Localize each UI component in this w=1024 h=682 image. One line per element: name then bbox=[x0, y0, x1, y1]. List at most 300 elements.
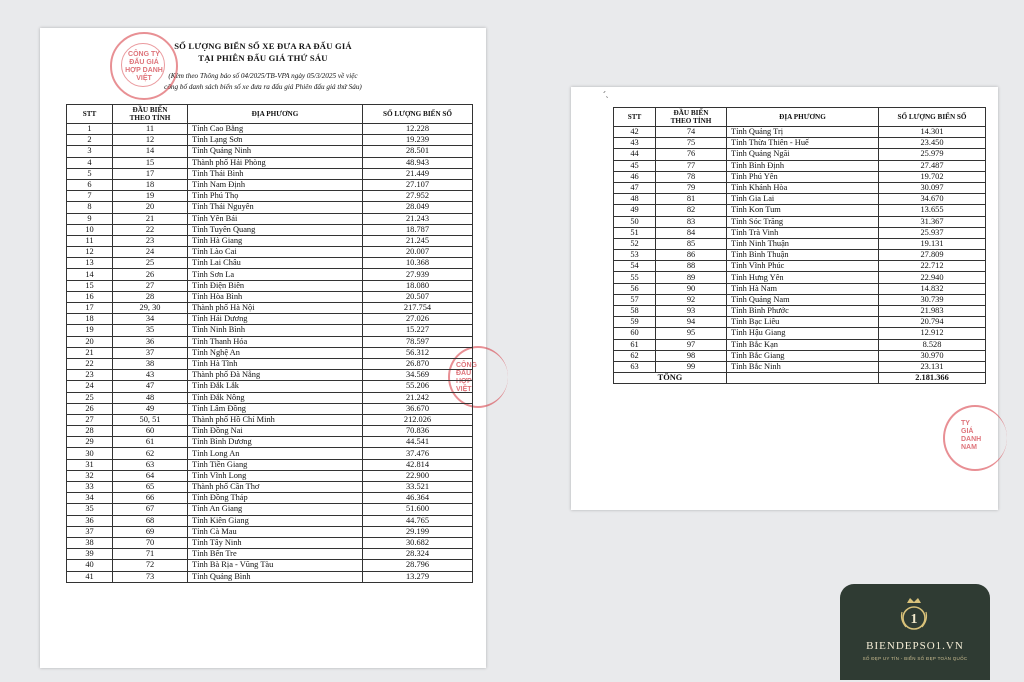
cell-locality: Tỉnh Quảng Trị bbox=[727, 127, 879, 138]
cell-stt: 40 bbox=[67, 560, 113, 571]
cell-plate-code: 25 bbox=[113, 258, 188, 269]
cell-plate-code: 50, 51 bbox=[113, 414, 188, 425]
cell-plate-code: 77 bbox=[656, 160, 727, 171]
cell-plate-code: 76 bbox=[656, 149, 727, 160]
cell-plate-code: 37 bbox=[113, 347, 188, 358]
table-row bbox=[67, 403, 473, 414]
cell-locality: Tỉnh Bắc Giang bbox=[727, 350, 879, 361]
cell-plate-count: 21.243 bbox=[363, 213, 473, 224]
cell-plate-code: 84 bbox=[656, 227, 727, 238]
table-row bbox=[67, 258, 473, 269]
cell-locality: Thành phố Đà Nẵng bbox=[188, 370, 363, 381]
cell-plate-count: 48.943 bbox=[363, 157, 473, 168]
cell-stt: 54 bbox=[614, 261, 656, 272]
table-row bbox=[67, 482, 473, 493]
cell-locality: Tỉnh Hà Tĩnh bbox=[188, 358, 363, 369]
cell-locality: Tỉnh Nam Định bbox=[188, 179, 363, 190]
cell-plate-count: 55.206 bbox=[363, 381, 473, 392]
cell-locality: Tỉnh Lạng Sơn bbox=[188, 135, 363, 146]
cell-stt: 19 bbox=[67, 325, 113, 336]
cell-stt: 17 bbox=[67, 303, 113, 314]
table-row bbox=[67, 135, 473, 146]
cell-plate-code: 71 bbox=[113, 549, 188, 560]
table-row bbox=[67, 392, 473, 403]
cell-plate-count: 22.900 bbox=[363, 470, 473, 481]
table-row bbox=[67, 325, 473, 336]
table-row bbox=[614, 182, 986, 193]
cell-plate-count: 56.312 bbox=[363, 347, 473, 358]
cell-plate-code: 29, 30 bbox=[113, 303, 188, 314]
cell-plate-count: 33.521 bbox=[363, 482, 473, 493]
cell-stt: 49 bbox=[614, 205, 656, 216]
cell-locality: Tỉnh Đắk Lắk bbox=[188, 381, 363, 392]
cell-locality: Thành phố Hà Nội bbox=[188, 303, 363, 314]
cell-plate-count: 78.597 bbox=[363, 336, 473, 347]
cell-plate-code: 86 bbox=[656, 250, 727, 261]
cell-plate-code: 12 bbox=[113, 135, 188, 146]
cell-plate-count: 18.787 bbox=[363, 224, 473, 235]
logo-tagline: SỐ ĐẸP UY TÍN - BIỂN SỐ ĐẸP TOÀN QUỐC bbox=[862, 656, 968, 661]
cell-plate-code: 63 bbox=[113, 459, 188, 470]
cell-plate-code: 66 bbox=[113, 493, 188, 504]
table-row bbox=[614, 339, 986, 350]
table-row bbox=[67, 314, 473, 325]
cell-stt: 16 bbox=[67, 291, 113, 302]
table-row bbox=[67, 247, 473, 258]
cell-stt: 12 bbox=[67, 247, 113, 258]
cell-locality: Tỉnh Long An bbox=[188, 448, 363, 459]
cell-stt: 8 bbox=[67, 202, 113, 213]
cell-plate-count: 20.007 bbox=[363, 247, 473, 258]
cell-plate-count: 51.600 bbox=[363, 504, 473, 515]
table-row bbox=[67, 202, 473, 213]
table-row bbox=[67, 213, 473, 224]
cell-stt: 41 bbox=[67, 571, 113, 582]
cell-plate-count: 14.832 bbox=[879, 283, 986, 294]
total-label: TỔNG bbox=[614, 373, 727, 384]
cell-stt: 55 bbox=[614, 272, 656, 283]
cell-locality: Tỉnh Bắc Kạn bbox=[727, 339, 879, 350]
cell-stt: 5 bbox=[67, 168, 113, 179]
cell-plate-code: 60 bbox=[113, 426, 188, 437]
table-row bbox=[67, 347, 473, 358]
cell-plate-code: 24 bbox=[113, 247, 188, 258]
column-header-locality: ĐỊA PHƯƠNG bbox=[727, 108, 879, 127]
table-row bbox=[67, 291, 473, 302]
cell-plate-count: 42.814 bbox=[363, 459, 473, 470]
cell-stt: 9 bbox=[67, 213, 113, 224]
table-row bbox=[67, 560, 473, 571]
cell-stt: 1 bbox=[67, 124, 113, 135]
cell-locality: Tỉnh Điện Biên bbox=[188, 280, 363, 291]
cell-plate-count: 28.049 bbox=[363, 202, 473, 213]
cell-plate-count: 21.449 bbox=[363, 168, 473, 179]
cell-plate-code: 61 bbox=[113, 437, 188, 448]
cell-plate-count: 34.670 bbox=[879, 194, 986, 205]
cell-stt: 28 bbox=[67, 426, 113, 437]
cell-locality: Tỉnh Bến Tre bbox=[188, 549, 363, 560]
cell-stt: 22 bbox=[67, 358, 113, 369]
cell-stt: 47 bbox=[614, 182, 656, 193]
table-row bbox=[614, 160, 986, 171]
cell-locality: Tỉnh Thanh Hóa bbox=[188, 336, 363, 347]
cell-locality: Tỉnh Tuyên Quang bbox=[188, 224, 363, 235]
cell-locality: Tỉnh Trà Vinh bbox=[727, 227, 879, 238]
cell-locality: Tỉnh Đồng Tháp bbox=[188, 493, 363, 504]
cell-stt: 31 bbox=[67, 459, 113, 470]
table-row bbox=[614, 328, 986, 339]
total-value: 2.181.366 bbox=[879, 373, 986, 384]
cell-stt: 26 bbox=[67, 403, 113, 414]
cell-plate-code: 72 bbox=[113, 560, 188, 571]
cell-plate-count: 27.939 bbox=[363, 269, 473, 280]
table-row bbox=[614, 149, 986, 160]
cell-plate-count: 28.796 bbox=[363, 560, 473, 571]
table-row bbox=[67, 168, 473, 179]
cell-locality: Tỉnh Hà Giang bbox=[188, 235, 363, 246]
cell-stt: 30 bbox=[67, 448, 113, 459]
cell-plate-count: 28.324 bbox=[363, 549, 473, 560]
cell-plate-code: 95 bbox=[656, 328, 727, 339]
cell-plate-count: 30.682 bbox=[363, 537, 473, 548]
table-row bbox=[67, 526, 473, 537]
cell-plate-count: 21.242 bbox=[363, 392, 473, 403]
cell-stt: 39 bbox=[67, 549, 113, 560]
cell-locality: Tỉnh Lào Cai bbox=[188, 247, 363, 258]
column-header-stt: STT bbox=[614, 108, 656, 127]
cell-plate-count: 37.476 bbox=[363, 448, 473, 459]
cell-stt: 42 bbox=[614, 127, 656, 138]
cell-plate-code: 48 bbox=[113, 392, 188, 403]
cell-locality: Tỉnh Yên Bái bbox=[188, 213, 363, 224]
table-row bbox=[67, 381, 473, 392]
cell-locality: Tỉnh Kiên Giang bbox=[188, 515, 363, 526]
cell-stt: 35 bbox=[67, 504, 113, 515]
table-row bbox=[67, 146, 473, 157]
cell-stt: 32 bbox=[67, 470, 113, 481]
cell-locality: Tỉnh Cao Bằng bbox=[188, 124, 363, 135]
cell-plate-code: 21 bbox=[113, 213, 188, 224]
cell-plate-code: 26 bbox=[113, 269, 188, 280]
cell-plate-code: 65 bbox=[113, 482, 188, 493]
cell-locality: Tỉnh Ninh Bình bbox=[188, 325, 363, 336]
cell-plate-count: 29.199 bbox=[363, 526, 473, 537]
table-row bbox=[614, 127, 986, 138]
table-row bbox=[614, 216, 986, 227]
document-subtitle: TẠI PHIÊN ĐẤU GIÁ THỨ SÁU bbox=[198, 53, 328, 63]
table-row bbox=[67, 426, 473, 437]
cell-plate-count: 20.507 bbox=[363, 291, 473, 302]
cell-stt: 37 bbox=[67, 526, 113, 537]
cell-locality: Tỉnh Bạc Liêu bbox=[727, 317, 879, 328]
cell-locality: Tỉnh Sơn La bbox=[188, 269, 363, 280]
cell-stt: 44 bbox=[614, 149, 656, 160]
cell-plate-count: 34.569 bbox=[363, 370, 473, 381]
cell-stt: 11 bbox=[67, 235, 113, 246]
column-header-plate-code: ĐẦU BIỂN THEO TỈNH bbox=[113, 105, 188, 124]
cell-locality: Tỉnh Cà Mau bbox=[188, 526, 363, 537]
column-header-plate-count: SỐ LƯỢNG BIỂN SỐ bbox=[363, 105, 473, 124]
cell-plate-code: 85 bbox=[656, 238, 727, 249]
table-row bbox=[67, 571, 473, 582]
cell-plate-count: 27.487 bbox=[879, 160, 986, 171]
cell-plate-code: 97 bbox=[656, 339, 727, 350]
cell-locality: Tỉnh Gia Lai bbox=[727, 194, 879, 205]
cell-plate-count: 27.809 bbox=[879, 250, 986, 261]
cell-stt: 15 bbox=[67, 280, 113, 291]
table-row bbox=[67, 515, 473, 526]
cell-plate-count: 8.528 bbox=[879, 339, 986, 350]
cell-locality: Tỉnh Quảng Nam bbox=[727, 294, 879, 305]
cell-plate-count: 22.940 bbox=[879, 272, 986, 283]
cell-locality: Tỉnh Quảng Ngãi bbox=[727, 149, 879, 160]
site-logo[interactable] bbox=[840, 584, 990, 680]
cell-locality: Tỉnh Lâm Đồng bbox=[188, 403, 363, 414]
cell-locality: Tỉnh Quảng Ninh bbox=[188, 146, 363, 157]
cell-plate-code: 98 bbox=[656, 350, 727, 361]
table-row bbox=[67, 179, 473, 190]
emblem-digit: 1 bbox=[910, 612, 918, 627]
table-row bbox=[67, 336, 473, 347]
document-page-1 bbox=[40, 28, 486, 668]
table-row bbox=[67, 157, 473, 168]
table-row bbox=[614, 317, 986, 328]
cell-plate-count: 46.364 bbox=[363, 493, 473, 504]
cell-plate-count: 10.368 bbox=[363, 258, 473, 269]
cell-stt: 38 bbox=[67, 537, 113, 548]
cell-locality: Tỉnh Bình Phước bbox=[727, 306, 879, 317]
cell-plate-count: 12.228 bbox=[363, 124, 473, 135]
cell-stt: 63 bbox=[614, 361, 656, 372]
cell-locality: Tỉnh Ninh Thuận bbox=[727, 238, 879, 249]
cell-stt: 60 bbox=[614, 328, 656, 339]
cell-plate-code: 38 bbox=[113, 358, 188, 369]
table-row bbox=[67, 549, 473, 560]
table-row bbox=[67, 269, 473, 280]
cell-locality: Tỉnh Hậu Giang bbox=[727, 328, 879, 339]
cell-locality: Tỉnh Quảng Bình bbox=[188, 571, 363, 582]
cell-plate-code: 49 bbox=[113, 403, 188, 414]
cell-locality: Tỉnh Lai Châu bbox=[188, 258, 363, 269]
cell-plate-count: 13.655 bbox=[879, 205, 986, 216]
cell-locality: Thành phố Cần Thơ bbox=[188, 482, 363, 493]
cell-plate-count: 12.912 bbox=[879, 328, 986, 339]
table-row bbox=[614, 261, 986, 272]
cell-plate-code: 90 bbox=[656, 283, 727, 294]
cell-plate-count: 27.026 bbox=[363, 314, 473, 325]
cell-plate-code: 94 bbox=[656, 317, 727, 328]
cell-plate-count: 212.026 bbox=[363, 414, 473, 425]
cell-stt: 18 bbox=[67, 314, 113, 325]
column-header-plate-count: SỐ LƯỢNG BIỂN SỐ bbox=[879, 108, 986, 127]
cell-stt: 50 bbox=[614, 216, 656, 227]
cell-plate-code: 74 bbox=[656, 127, 727, 138]
table-row bbox=[614, 283, 986, 294]
cell-stt: 58 bbox=[614, 306, 656, 317]
cell-locality: Thành phố Hồ Chí Minh bbox=[188, 414, 363, 425]
cell-plate-count: 15.227 bbox=[363, 325, 473, 336]
table-row bbox=[614, 250, 986, 261]
cell-stt: 3 bbox=[67, 146, 113, 157]
cell-locality: Tỉnh Đồng Nai bbox=[188, 426, 363, 437]
cell-stt: 13 bbox=[67, 258, 113, 269]
table-row bbox=[67, 280, 473, 291]
cell-plate-count: 22.712 bbox=[879, 261, 986, 272]
cell-plate-code: 19 bbox=[113, 191, 188, 202]
company-seal-page-2: TY GIÁ DANH NAM bbox=[943, 405, 1007, 471]
cell-locality: Tỉnh Bình Định bbox=[727, 160, 879, 171]
cell-locality: Tỉnh Thừa Thiên - Huế bbox=[727, 138, 879, 149]
table-row bbox=[67, 124, 473, 135]
cell-plate-count: 30.097 bbox=[879, 182, 986, 193]
cell-plate-code: 43 bbox=[113, 370, 188, 381]
cell-plate-count: 19.702 bbox=[879, 171, 986, 182]
cell-stt: 6 bbox=[67, 179, 113, 190]
table-header-row bbox=[67, 105, 473, 124]
cell-plate-code: 82 bbox=[656, 205, 727, 216]
cell-plate-code: 18 bbox=[113, 179, 188, 190]
table-row bbox=[614, 205, 986, 216]
table-row bbox=[67, 358, 473, 369]
cell-stt: 14 bbox=[67, 269, 113, 280]
cell-plate-code: 88 bbox=[656, 261, 727, 272]
cell-plate-code: 73 bbox=[113, 571, 188, 582]
cell-locality: Tỉnh Hải Dương bbox=[188, 314, 363, 325]
cell-plate-code: 79 bbox=[656, 182, 727, 193]
cell-stt: 20 bbox=[67, 336, 113, 347]
table-row bbox=[67, 414, 473, 425]
cell-stt: 21 bbox=[67, 347, 113, 358]
cell-locality: Tỉnh Đắk Nông bbox=[188, 392, 363, 403]
table-row bbox=[614, 138, 986, 149]
table-row bbox=[67, 493, 473, 504]
cell-locality: Tỉnh Vĩnh Phúc bbox=[727, 261, 879, 272]
cell-locality: Tỉnh Thái Bình bbox=[188, 168, 363, 179]
table-row bbox=[614, 238, 986, 249]
cell-locality: Tỉnh Bình Thuận bbox=[727, 250, 879, 261]
cell-plate-count: 44.541 bbox=[363, 437, 473, 448]
cell-plate-count: 26.870 bbox=[363, 358, 473, 369]
table-row bbox=[67, 459, 473, 470]
cell-plate-count: 70.836 bbox=[363, 426, 473, 437]
cell-plate-count: 19.239 bbox=[363, 135, 473, 146]
cell-plate-count: 19.131 bbox=[879, 238, 986, 249]
cell-stt: 23 bbox=[67, 370, 113, 381]
cell-plate-count: 20.794 bbox=[879, 317, 986, 328]
cell-stt: 29 bbox=[67, 437, 113, 448]
cell-locality: Tỉnh Bắc Ninh bbox=[727, 361, 879, 372]
cell-stt: 48 bbox=[614, 194, 656, 205]
cell-plate-code: 17 bbox=[113, 168, 188, 179]
cell-plate-count: 217.754 bbox=[363, 303, 473, 314]
cell-plate-code: 70 bbox=[113, 537, 188, 548]
table-row bbox=[614, 306, 986, 317]
cell-plate-code: 47 bbox=[113, 381, 188, 392]
table-row bbox=[614, 350, 986, 361]
cell-plate-count: 36.670 bbox=[363, 403, 473, 414]
cell-locality: Thành phố Hải Phòng bbox=[188, 157, 363, 168]
cell-locality: Tỉnh Sóc Trăng bbox=[727, 216, 879, 227]
cell-stt: 10 bbox=[67, 224, 113, 235]
table-row bbox=[67, 437, 473, 448]
cell-locality: Tỉnh Hòa Bình bbox=[188, 291, 363, 302]
cell-stt: 45 bbox=[614, 160, 656, 171]
cell-locality: Tỉnh An Giang bbox=[188, 504, 363, 515]
table-row bbox=[67, 303, 473, 314]
cell-stt: 27 bbox=[67, 414, 113, 425]
table-row bbox=[67, 224, 473, 235]
cell-stt: 2 bbox=[67, 135, 113, 146]
cell-locality: Tỉnh Kon Tum bbox=[727, 205, 879, 216]
cell-plate-code: 35 bbox=[113, 325, 188, 336]
cell-plate-count: 25.979 bbox=[879, 149, 986, 160]
cell-stt: 53 bbox=[614, 250, 656, 261]
cell-stt: 25 bbox=[67, 392, 113, 403]
cell-locality: Tỉnh Khánh Hòa bbox=[727, 182, 879, 193]
plate-count-table-page-2 bbox=[613, 107, 986, 384]
cell-plate-code: 64 bbox=[113, 470, 188, 481]
cell-plate-code: 99 bbox=[656, 361, 727, 372]
cell-stt: 43 bbox=[614, 138, 656, 149]
total-row bbox=[614, 373, 986, 384]
cell-plate-code: 83 bbox=[656, 216, 727, 227]
cell-plate-code: 11 bbox=[113, 124, 188, 135]
cell-plate-count: 30.739 bbox=[879, 294, 986, 305]
cell-locality: Tỉnh Tây Ninh bbox=[188, 537, 363, 548]
cell-plate-code: 92 bbox=[656, 294, 727, 305]
cell-plate-code: 93 bbox=[656, 306, 727, 317]
table-row bbox=[67, 537, 473, 548]
company-seal-middle: CÔNG ĐẤU HỢP VIỆT bbox=[448, 346, 508, 408]
cell-plate-count: 21.245 bbox=[363, 235, 473, 246]
table-row bbox=[614, 171, 986, 182]
table-row bbox=[67, 504, 473, 515]
cell-stt: 62 bbox=[614, 350, 656, 361]
table-row bbox=[67, 191, 473, 202]
table-row bbox=[67, 235, 473, 246]
cell-plate-count: 23.450 bbox=[879, 138, 986, 149]
cell-locality: Tỉnh Hưng Yên bbox=[727, 272, 879, 283]
cell-plate-code: 89 bbox=[656, 272, 727, 283]
plate-count-table-page-1 bbox=[66, 104, 473, 583]
cell-plate-code: 22 bbox=[113, 224, 188, 235]
cell-locality: Tỉnh Bà Rịa - Vũng Tàu bbox=[188, 560, 363, 571]
cell-plate-code: 75 bbox=[656, 138, 727, 149]
column-header-plate-code: ĐẦU BIỂN THEO TỈNH bbox=[656, 108, 727, 127]
cell-locality: Tỉnh Phú Thọ bbox=[188, 191, 363, 202]
cell-stt: 57 bbox=[614, 294, 656, 305]
table-row bbox=[67, 370, 473, 381]
cell-plate-count: 23.131 bbox=[879, 361, 986, 372]
company-seal-top: CÔNG TY ĐẤU GIÁ HỢP DANH VIỆT bbox=[110, 32, 178, 100]
cell-locality: Tỉnh Thái Nguyên bbox=[188, 202, 363, 213]
cell-plate-code: 36 bbox=[113, 336, 188, 347]
cell-locality: Tỉnh Hà Nam bbox=[727, 283, 879, 294]
cell-locality: Tỉnh Nghệ An bbox=[188, 347, 363, 358]
table-row bbox=[614, 294, 986, 305]
document-page-2 bbox=[571, 87, 998, 510]
column-header-locality: ĐỊA PHƯƠNG bbox=[188, 105, 363, 124]
cell-plate-count: 30.970 bbox=[879, 350, 986, 361]
cell-plate-code: 81 bbox=[656, 194, 727, 205]
cell-plate-code: 62 bbox=[113, 448, 188, 459]
cell-locality: Tỉnh Bình Dương bbox=[188, 437, 363, 448]
table-header-row bbox=[614, 108, 986, 127]
cell-stt: 24 bbox=[67, 381, 113, 392]
table-row bbox=[614, 272, 986, 283]
table-row bbox=[67, 470, 473, 481]
cell-plate-count: 27.952 bbox=[363, 191, 473, 202]
